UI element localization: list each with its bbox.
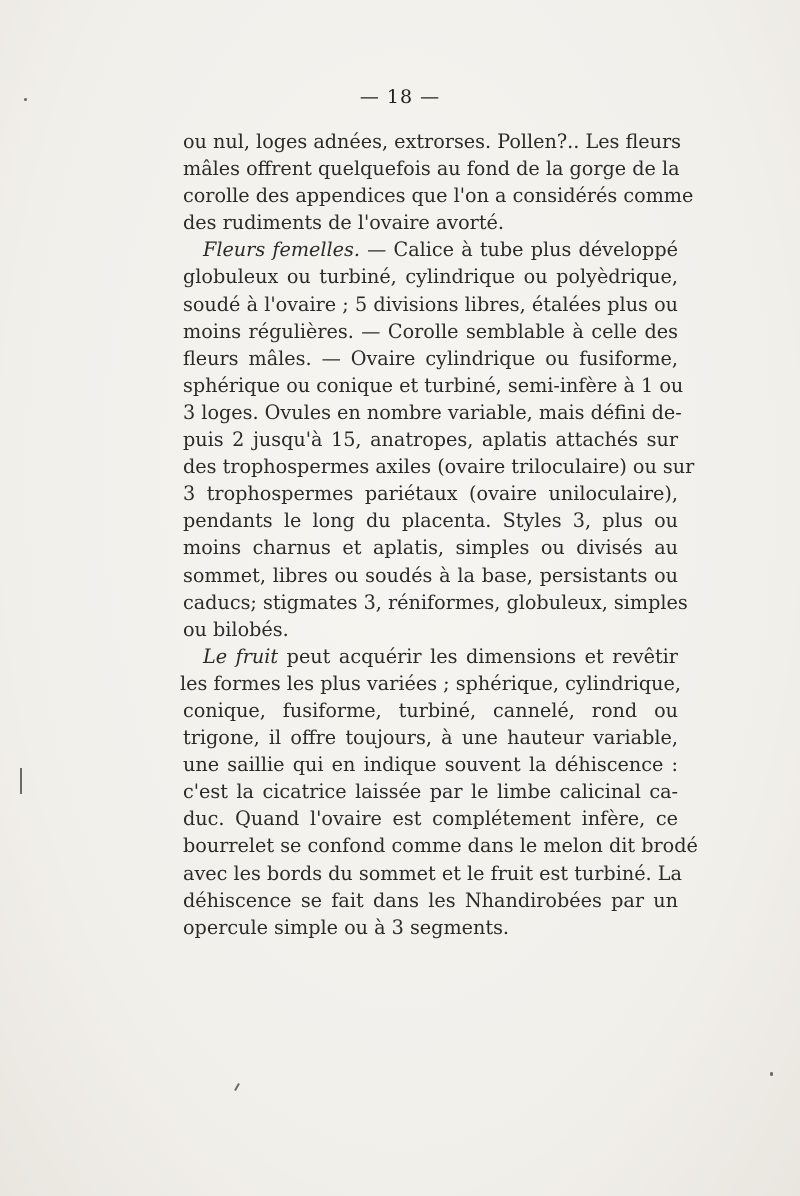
body-text: [180, 128, 698, 941]
text-line: caducs; stigmates 3, réniformes, globuleux, simples: [183, 590, 688, 614]
text-line: ou nul, loges adnées, extrorses. Pollen?.. Les fleurs: [183, 130, 682, 153]
text-line: corolle des appendices que l'on a considérés comme: [183, 184, 694, 208]
text-line: des rudiments de l'ovaire avorté.: [183, 211, 505, 235]
text-line: fleurs mâles. — Ovaire cylindrique ou fusiforme,: [183, 346, 678, 370]
italic-heading: Fleurs femelles.: [203, 238, 360, 262]
text-line: mâles offrent quelquefois au fond de la gorge de la: [183, 157, 680, 181]
text-line: duc. Quand l'ovaire est complétement infère, ce: [183, 807, 678, 831]
text-line: puis 2 jusqu'à 15, anatropes, aplatis attachés sur: [183, 428, 678, 452]
text-line: c'est la cicatrice laissée par le limbe calicinal ca-: [183, 780, 678, 804]
text-line: conique, fusiforme, turbiné, cannelé, rond ou: [183, 698, 678, 722]
text-line: déhiscence se fait dans les Nhandirobées par un: [183, 888, 678, 912]
text-line: [183, 643, 678, 670]
text-line: sphérique ou conique et turbiné, semi-infère à 1 ou: [183, 373, 684, 397]
text-line: bourrelet se confond comme dans le melon dit brodé: [183, 834, 698, 858]
text-line: soudé à l'ovaire ; 5 divisions libres, étalées plus ou: [183, 292, 678, 316]
text-line: 3 loges. Ovules en nombre variable, mais défini de-: [183, 400, 682, 424]
text-line: avec les bords du sommet et le fruit est turbiné. La: [183, 861, 682, 885]
text-line: opercule simple ou à 3 segments.: [183, 915, 510, 939]
text-line: moins régulières. — Corolle semblable à celle des: [183, 319, 678, 343]
text-line: ou bilobés.: [183, 617, 289, 641]
text-line: [183, 236, 678, 263]
text-line: des trophospermes axiles (ovaire triloculaire) ou sur: [183, 455, 695, 479]
text-line: 3 trophospermes pariétaux (ovaire uniloculaire),: [183, 482, 678, 506]
italic-heading: Le fruit: [203, 644, 279, 668]
text-line: sommet, libres ou soudés à la base, persistants ou: [183, 563, 678, 587]
line-text: peut acquérir les dimensions et revêtir: [278, 644, 678, 668]
line-text: — Calice à tube plus développé: [359, 238, 678, 262]
text-line: les formes les plus variées ; sphérique, cylindrique,: [180, 671, 681, 695]
text-line: une saillie qui en indique souvent la déhiscence :: [183, 753, 678, 777]
scan-speck: [24, 98, 27, 101]
scan-speck: [770, 1072, 773, 1076]
text-line: pendants le long du placenta. Styles 3, plus ou: [183, 509, 678, 533]
text-line: globuleux ou turbiné, cylindrique ou polyèdrique,: [183, 265, 678, 289]
text-line: trigone, il offre toujours, à une hauteur variable,: [183, 726, 678, 750]
page-number: — 18 —: [359, 86, 441, 108]
text-line: moins charnus et aplatis, simples ou divisés au: [183, 536, 678, 560]
scan-speck: [20, 768, 22, 794]
scan-speck: [234, 1083, 240, 1091]
